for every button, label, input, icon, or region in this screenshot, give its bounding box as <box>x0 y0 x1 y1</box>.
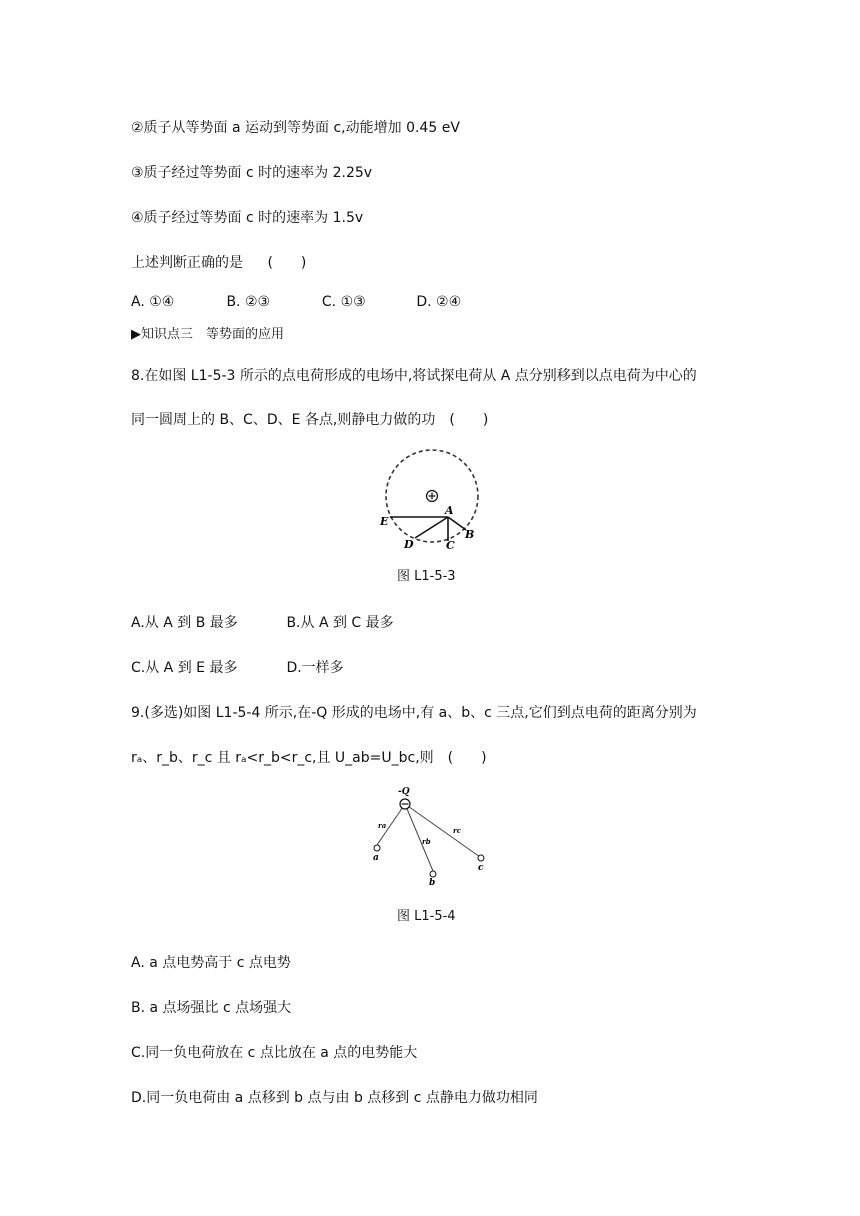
label-ra: ra <box>378 821 387 830</box>
q7-option-c: C. ①③ <box>321 294 366 310</box>
label-charge: -Q <box>398 787 410 797</box>
label-b: b <box>429 878 436 888</box>
line-a-b <box>448 517 466 530</box>
point-c <box>478 855 484 861</box>
line-a-d <box>415 517 448 538</box>
q9-option-c: C.同一负电荷放在 c 点比放在 a 点的电势能大 <box>131 1045 418 1061</box>
question-prompt <box>131 253 306 273</box>
point-a <box>374 845 380 851</box>
q8-options-row-2 <box>131 658 344 678</box>
label-rc: rc <box>453 826 461 835</box>
figure-l1-5-4 <box>360 784 500 892</box>
question-text: 上述判断正确的是 <box>131 255 243 271</box>
figure-caption-l1-5-4: 图 L1-5-4 <box>397 909 456 924</box>
q9-line-2: rₐ、r_b、r_c 且 rₐ<r_b<r_c,且 U_ab=U_bc,则 ( ) <box>131 750 487 766</box>
statement-2: ②质子从等势面 a 运动到等势面 c,动能增加 0.45 eV <box>131 120 460 136</box>
q7-option-d: D. ②④ <box>416 294 462 310</box>
q9-line-1: 9.(多选)如图 L1-5-4 所示,在-Q 形成的电场中,有 a、b、c 三点,它们到点电荷的距离分别为 <box>131 705 697 721</box>
q8-line-1: 8.在如图 L1-5-3 所示的点电荷形成的电场中,将试探电荷从 A 点分别移到以点电荷为中心的 <box>131 368 697 384</box>
statement-4: ④质子经过等势面 c 时的速率为 1.5v <box>131 210 364 226</box>
q7-options <box>131 292 461 312</box>
point-b <box>430 871 436 877</box>
q8-option-a: A.从 A 到 B 最多 <box>131 615 238 631</box>
figure-l1-5-3 <box>370 446 490 556</box>
label-e: E <box>380 515 389 528</box>
q8-line-2: 同一圆周上的 B、C、D、E 各点,则静电力做的功 ( ) <box>131 412 489 428</box>
q9-option-b: B. a 点场强比 c 点场强大 <box>131 1000 292 1016</box>
label-b: B <box>465 528 475 541</box>
label-rb: rb <box>422 837 431 846</box>
answer-blank: ( ) <box>267 255 307 271</box>
q8-options-row-1 <box>131 613 394 633</box>
statement-3: ③质子经过等势面 c 时的速率为 2.25v <box>131 165 373 181</box>
q8-option-c: C.从 A 到 E 最多 <box>131 660 238 676</box>
label-c: c <box>478 863 484 873</box>
section-title: ▶知识点三 等势面的应用 <box>131 327 284 342</box>
q8-option-d: D.一样多 <box>286 660 344 676</box>
label-c: C <box>446 539 455 552</box>
label-a: a <box>373 853 379 863</box>
q9-option-a: A. a 点电势高于 c 点电势 <box>131 955 291 971</box>
q7-option-a: A. ①④ <box>131 294 175 310</box>
q7-option-b: B. ②③ <box>226 294 271 310</box>
label-a: A <box>445 504 454 517</box>
label-d: D <box>404 538 414 551</box>
q8-option-b: B.从 A 到 C 最多 <box>286 615 394 631</box>
q9-option-d: D.同一负电荷由 a 点移到 b 点与由 b 点移到 c 点静电力做功相同 <box>131 1090 538 1106</box>
figure-caption-l1-5-3: 图 L1-5-3 <box>397 569 456 584</box>
